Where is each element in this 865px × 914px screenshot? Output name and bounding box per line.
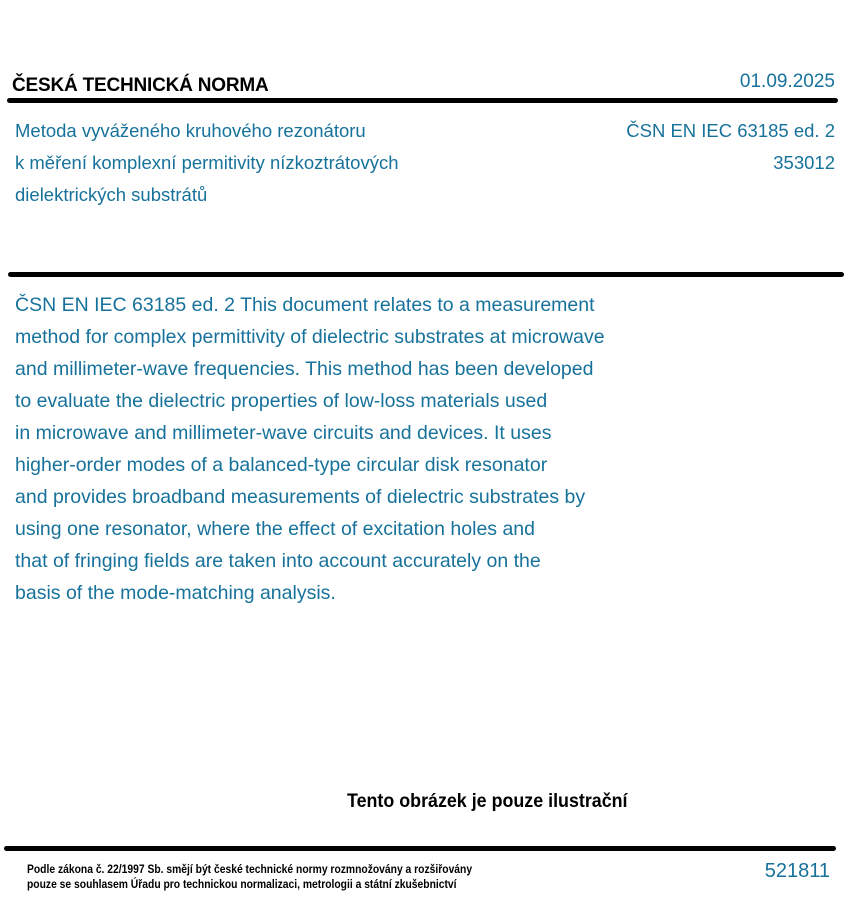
abstract-line: using one resonator, where the effect of excitation holes and	[15, 518, 535, 540]
abstract-line: to evaluate the dielectric properties of low-loss materials used	[15, 390, 548, 412]
legal-notice	[27, 862, 472, 892]
czech-title-line: dielektrických substrátů	[15, 184, 208, 205]
publication-date: 01.09.2025	[739, 71, 835, 92]
document-id: 521811	[764, 860, 830, 882]
footer-divider	[4, 846, 836, 851]
class-number: 353012	[773, 152, 835, 173]
abstract-line: higher-order modes of a balanced-type circular disk resonator	[15, 454, 548, 476]
legal-notice-line: pouze se souhlasem Úřadu pro technickou normalizaci, metrologii a státní zkušebnictví	[27, 877, 457, 891]
abstract-line: method for complex permittivity of dielectric substrates at microwave	[15, 326, 605, 348]
abstract-line: and provides broadband measurements of dielectric substrates by	[15, 486, 586, 508]
abstract-line: and millimeter-wave frequencies. This method has been developed	[15, 358, 594, 380]
abstract-line: ČSN EN IEC 63185 ed. 2 This document relates to a measurement	[15, 294, 595, 316]
czech-title	[15, 115, 399, 211]
header-title: ČESKÁ TECHNICKÁ NORMA	[12, 75, 269, 96]
abstract-line: basis of the mode-matching analysis.	[15, 582, 336, 604]
czech-title-line: k měření komplexní permitivity nízkoztrátových	[15, 152, 399, 173]
title-divider	[8, 272, 844, 277]
abstract-line: in microwave and millimeter-wave circuits and devices. It uses	[15, 422, 552, 444]
czech-title-line: Metoda vyváženého kruhového rezonátoru	[15, 120, 366, 141]
standard-identifiers	[626, 115, 835, 179]
abstract	[15, 289, 605, 609]
standard-designation: ČSN EN IEC 63185 ed. 2	[626, 120, 835, 141]
abstract-line: that of fringing fields are taken into account accurately on the	[15, 550, 541, 572]
legal-notice-line: Podle zákona č. 22/1997 Sb. smějí být české technické normy rozmnožovány a rozšiřovány	[27, 862, 473, 876]
illustration-note: Tento obrázek je pouze ilustrační	[347, 791, 628, 812]
header-divider	[7, 98, 838, 103]
